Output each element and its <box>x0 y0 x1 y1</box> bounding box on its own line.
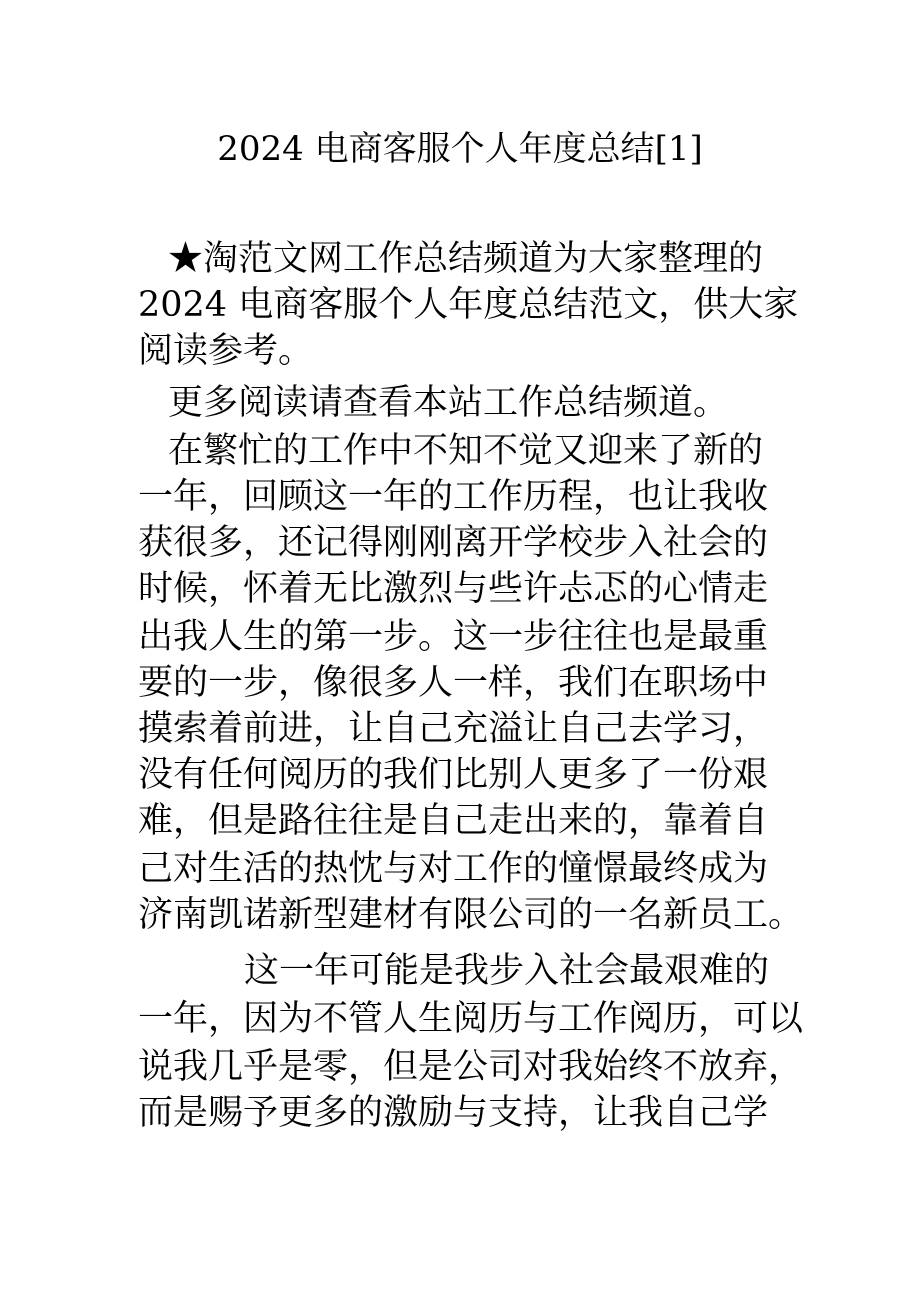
body-line-1: ★淘范文网工作总结频道为大家整理的 <box>168 239 764 279</box>
body-line-3: 阅读参考。 <box>138 331 314 371</box>
body-line-18: 说我几乎是零，但是公司对我始终不放弃， <box>138 1047 804 1087</box>
body-line-16: 这一年可能是我步入社会最艰难的 <box>244 951 770 991</box>
body-line-4: 更多阅读请查看本站工作总结频道。 <box>168 383 729 423</box>
body-line-19: 而是赐予更多的激励与支持，让我自己学 <box>138 1093 769 1133</box>
body-line-9: 出我人生的第一步。这一步往往也是最重 <box>138 617 769 657</box>
body-line-17: 一年，因为不管人生阅历与工作阅历，可以 <box>138 999 804 1039</box>
body-line-15: 济南凯诺新型建材有限公司的一名新员工。 <box>138 895 804 935</box>
document-title: 2024 电商客服个人年度总结[1] <box>217 129 703 169</box>
body-line-5: 在繁忙的工作中不知不觉又迎来了新的 <box>168 431 764 471</box>
body-line-12: 没有任何阅历的我们比别人更多了一份艰 <box>138 755 769 795</box>
body-line-8: 时候，怀着无比激烈与些许忐忑的心情走 <box>138 569 769 609</box>
body-line-2: 2024 电商客服个人年度总结范文，供大家 <box>138 285 799 325</box>
body-line-7: 获很多，还记得刚刚离开学校步入社会的 <box>138 523 769 563</box>
body-line-11: 摸索着前进，让自己充溢让自己去学习， <box>138 709 769 749</box>
body-line-6: 一年，回顾这一年的工作历程，也让我收 <box>138 477 769 517</box>
body-line-14: 己对生活的热忱与对工作的憧憬最终成为 <box>138 849 769 889</box>
body-line-10: 要的一步，像很多人一样，我们在职场中 <box>138 663 769 703</box>
body-line-13: 难，但是路往往是自己走出来的，靠着自 <box>138 801 769 841</box>
